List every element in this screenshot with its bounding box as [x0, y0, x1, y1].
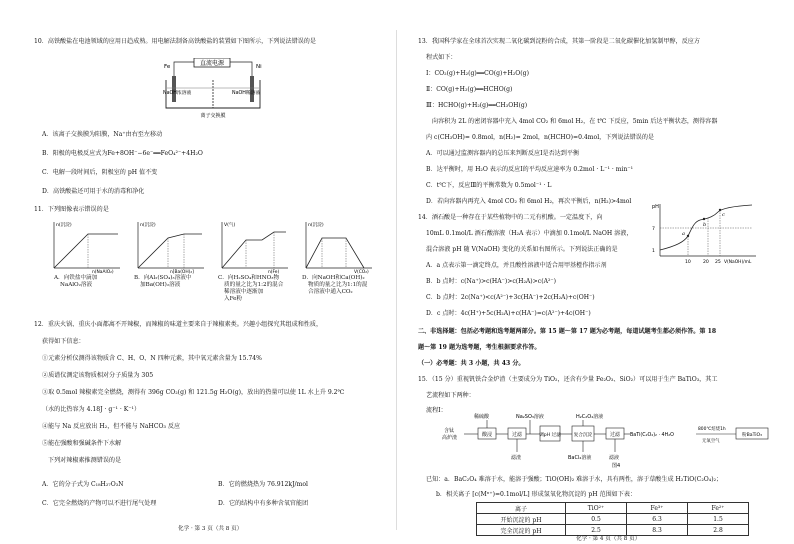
q15-stem2: 艺流程如下两种：	[426, 392, 475, 399]
graph-d	[296, 218, 376, 274]
q13-condition2: 内 c(CH₃OH)= 0.8mol，n(H₂)= 2mol，n(HCHO)=0.4mol，下列说法错误的是	[426, 134, 655, 141]
table-cell: 0.5	[566, 514, 627, 525]
left-page-footer: 化学 · 第 3 页（共 8 页）	[178, 526, 243, 532]
q13-option-b: B．达平衡时，用 H₂O 表示的反应Ⅰ的平均反应速率为 0.2mol · L⁻¹ · min⁻¹	[426, 166, 634, 173]
flow-step-filter2: 过滤	[609, 432, 621, 438]
flow-step-filter1: 过滤	[511, 432, 523, 438]
graph-c-xlabel: n(Fe)	[268, 270, 280, 274]
section-title: 二、非选择题：包括必考题和选考题两部分。第 15 题～第 17 题为必考题，每道试题考生都必须作答。第 18	[418, 328, 717, 335]
point-c-label: c	[722, 212, 725, 218]
table-cell: 6.3	[627, 514, 688, 525]
graph-d-ylabel: n(沉淀)	[308, 223, 324, 228]
q14-option-c: C．b 点时：2c(Na⁺)<c(A²⁻)+3c(HA⁻)+2c(H₂A)+c(OH⁻)	[426, 294, 595, 301]
titration-xtick-10: 10	[685, 260, 691, 265]
q12-option-b: B．它的燃烧热为 76.912kJ/mol	[218, 481, 308, 488]
electrolysis-diagram	[160, 58, 270, 120]
flow-reagent-h2so4: 稀硫酸	[474, 414, 490, 420]
process-flowchart	[440, 412, 770, 468]
table-row	[477, 514, 749, 525]
titration-xtick-25: 25	[715, 260, 721, 265]
right-solution-label: NaOH稀溶液	[232, 91, 261, 96]
q10-option-a: A．该离子交换膜为阳膜，Na⁺由右至左移动	[42, 131, 163, 138]
q13-option-c: C．t℃下，反应Ⅲ的平衡常数为 0.5mol⁻¹ · L	[426, 182, 552, 189]
graph-b	[128, 218, 208, 274]
flow-residue: 滤渣	[511, 455, 522, 461]
graph-b-xlabel: n[Ba(OH)₂]	[170, 270, 194, 274]
q10-option-c: C．电解一段时间后，阴极室的 pH 值不变	[42, 169, 158, 176]
q13-option-d: D．若向容器内再充入 4mol CO₂ 和 6mol H₂，再次平衡后，n(H₂)>4mol	[426, 198, 632, 205]
graph-c	[212, 218, 292, 274]
power-label: 直流电源	[199, 60, 225, 67]
point-b-label: b	[703, 222, 707, 228]
table-cell: 开始沉淀的 pH	[477, 514, 566, 525]
ion-ph-table	[476, 502, 749, 536]
point-a-label: a	[682, 231, 685, 237]
point-b	[703, 218, 705, 220]
table-cell: 1.5	[688, 514, 749, 525]
graph-a-xlabel: n(NaAlO₂)	[92, 270, 114, 274]
graph-a-ylabel: n(沉淀)	[56, 223, 72, 228]
table-row	[477, 525, 749, 536]
q13-option-a: A．可以通过监测容器内的总压来判断反应Ⅰ是否达到平衡	[426, 150, 580, 157]
table-cell: 8.3	[627, 525, 688, 536]
q10-stem: 10．高铁酸盐在电池领域的应用日趋成熟。用电解法制备高铁酸盐的装置如下图所示，下列说法错误的是	[34, 38, 316, 45]
q15-flow-title: 流程Ⅰ：	[426, 407, 447, 414]
table-cell: 完全沉淀的 pH	[477, 525, 566, 536]
q14-option-d: D．c 点时：4c(H⁺)+5c(H₂A)+c(HA⁻)=c(A²⁻)+4c(OH⁻)	[426, 310, 591, 317]
flow-start-line1: 含钛	[444, 428, 455, 434]
graph-d-xlabel: V(CO₂)	[354, 270, 369, 274]
flow-reagent-h2c2o4: H₂C₂O₄溶液	[576, 414, 604, 420]
table-header-cell: Fe³⁺	[627, 503, 688, 514]
section-title2: 题～第 19 题为选考题，考生根据要求作答。	[418, 344, 541, 351]
graph-b-caption: B．向Al₂(SO₄)₃溶液中 加Ba(OH)₂溶液	[134, 275, 192, 288]
flow-step-coprecipitation: 复合沉淀	[573, 433, 593, 438]
flow-product: BaTi(C₂O₄)₂ · 4H₂O	[630, 433, 674, 438]
table-cell: 2.8	[688, 525, 749, 536]
titration-xtick-20: 20	[703, 260, 709, 265]
graph-d-caption: D．向NaOH和Ca(OH)₂ 物质的量之比为1:1的混 合溶液中通入CO₂	[302, 275, 368, 295]
flow-step-adjust-ph: 调pH 过滤	[539, 433, 561, 438]
q12-item-3b: （水的比热容为 4.18J · g⁻¹ · K⁻¹）	[42, 406, 141, 413]
right-page-footer: 化学 · 第 4 页（共 8 页）	[576, 536, 641, 542]
flow-final-product: 粉BaTiO₃	[742, 433, 762, 438]
graph-c-ylabel: V(气)	[224, 223, 236, 228]
table-cell: 2.5	[566, 525, 627, 536]
q12-item-3: ③取 0.5mol 辣椒素完全燃烧，测得有 396g CO₂(g) 和 121.5g H₂O(g)，放出的热量可以使 1L 水上升 9.2℃	[42, 389, 345, 396]
graph-c-caption: C．向H₂SO₄和HNO₃物 质的量之比为1:2的混合 稀溶液中逐渐加 入Fe粉	[218, 275, 284, 302]
q11-stem: 11．下列图像表示错误的是	[34, 206, 109, 213]
q13-reaction-2: Ⅱ：CO(g)+H₂(g)══HCHO(g)	[426, 86, 513, 93]
q15-stem: 15．（15 分）重视钒铁合金炉渣（主要成分为 TiO₂，还含有少量 Fe₂O₃、SiO₂）可以用于生产 BaTiO₃，其工	[418, 376, 718, 383]
flow-step-acid-leach: 酸浸	[481, 432, 493, 438]
flow-caption: 图4	[612, 463, 621, 468]
titration-ytick-7: 7	[652, 227, 655, 232]
flow-arrow-bottom-label: 无氧空气	[702, 439, 720, 444]
q14-stem2: 10mL 0.1mol/L 酒石酸溶液（H₂A 表示）中滴加 0.1mol/L NaOH 溶液，	[426, 230, 633, 237]
table-header-cell: 离子	[477, 503, 566, 514]
table-header-cell: Fe²⁺	[688, 503, 749, 514]
q12-option-a: A．它的分子式为 C₁₈H₂₇O₃N	[42, 481, 124, 488]
graph-a-caption: A．向铁盐中滴加 NaAlO₂溶液	[54, 275, 98, 288]
page-divider	[396, 30, 397, 530]
section-sub: （一）必考题：共 3 小题，共 43 分。	[418, 360, 525, 367]
q13-stem: 13．我国科学家在全球首次实现二氧化碳到淀粉的合成，其第一阶段是二氧化碳催化加氢制甲醇，反应方	[418, 38, 700, 45]
q13-reaction-3: Ⅲ：HCHO(g)+H₂(g)══CH₃OH(g)	[426, 102, 528, 109]
flow-reagent-na2so3: Na₂SO₃溶液	[516, 414, 544, 420]
q12-option-c: C．它完全燃烧的产物可以不进行尾气处理	[42, 500, 157, 507]
q15-known-a: 已知：a．BaC₂O₄ 难溶于水，能溶于强酸；TiO(OH)₂ 难溶于水，具有两性，溶于草酸生成 H₂TiO(C₂O₄)₂；	[426, 476, 723, 483]
graph-a	[44, 218, 124, 274]
q12-lead: 下列对辣椒素推测错误的是	[48, 457, 122, 464]
q12-item-1: ①元素分析仪测得该物质含 C、H、O、N 四种元素，其中氧元素含量为 15.74%	[42, 355, 262, 362]
graph-b-ylabel: n(沉淀)	[140, 223, 156, 228]
titration-xlabel: V(NaOH)/mL	[724, 260, 752, 265]
q13-condition: 向容积为 2L 的密闭容器中充入 4mol CO₂ 和 6mol H₂，在 t℃ 下反应，5min 后达平衡状态，测得容器	[432, 118, 718, 125]
q14-stem: 14．酒石酸是一种存在于某些植物中的二元有机酸。一定温度下，向	[418, 214, 603, 221]
q12-item-2: ②质谱仪测定该物质相对分子质量为 305	[42, 372, 154, 379]
q13-reaction-1: Ⅰ：CO₂(g)+H₂(g)══CO(g)+H₂O(g)	[426, 70, 529, 77]
flow-bacl2: BaCl₂溶液	[568, 455, 592, 461]
q13-stem2: 程式如下：	[426, 54, 457, 61]
membrane-label: 离子交换膜	[200, 113, 226, 119]
table-header-row	[477, 503, 749, 514]
q14-option-a: A．a 点表示第一滴定终点，并且酸性溶液中适合用甲基橙作指示剂	[426, 262, 607, 269]
q10-option-d: D．高铁酸盐还可用于水的消毒和净化	[42, 188, 145, 195]
q12-stem2: 获得如下信息：	[42, 338, 85, 345]
q14-option-b: B．b 点时：c(Na⁺)>c(HA⁻)>c(H₂A)>c(A²⁻)	[426, 278, 557, 285]
flow-start-line2: 高炉渣	[442, 435, 458, 441]
flow-filtrate: 滤液	[609, 455, 620, 461]
q10-option-b: B．阳极的电极反应式为Fe+8OH⁻−6e⁻══FeO₄²⁻+4H₂O	[42, 150, 203, 157]
titration-graph	[648, 200, 760, 268]
q12-stem: 12．重庆火锅、重庆小面都离不开辣椒，而辣椒的味道主要来自于辣椒素类。兴趣小组探究其组成和性质，	[34, 321, 323, 328]
left-solution-label: NaOH浓溶液	[163, 91, 192, 96]
titration-ylabel: pH	[652, 204, 659, 210]
q12-item-5: ⑤能在强酸和强碱条件下水解	[42, 440, 122, 447]
table-header-cell: TiO²⁺	[566, 503, 627, 514]
titration-ytick-1: 1	[652, 249, 655, 254]
q15-known-b: b．相关离子 [c(Mⁿ⁺)=0.1mol/L] 形成氢氧化物沉淀的 pH 范围如下表：	[436, 491, 637, 498]
q12-option-d: D．它的结构中有多种含氧官能团	[218, 500, 309, 507]
flow-arrow-top-label: 800℃焙烧1h	[698, 427, 726, 432]
fe-electrode-label: Fe	[164, 64, 171, 70]
ni-electrode-label: Ni	[256, 64, 262, 70]
q14-stem3: 混合溶液 pH 随 V(NaOH) 变化的关系如右图所示。下列说法正确的是	[426, 246, 618, 253]
q12-item-4: ④能与 Na 反应放出 H₂，但不能与 NaHCO₃ 反应	[42, 423, 181, 430]
